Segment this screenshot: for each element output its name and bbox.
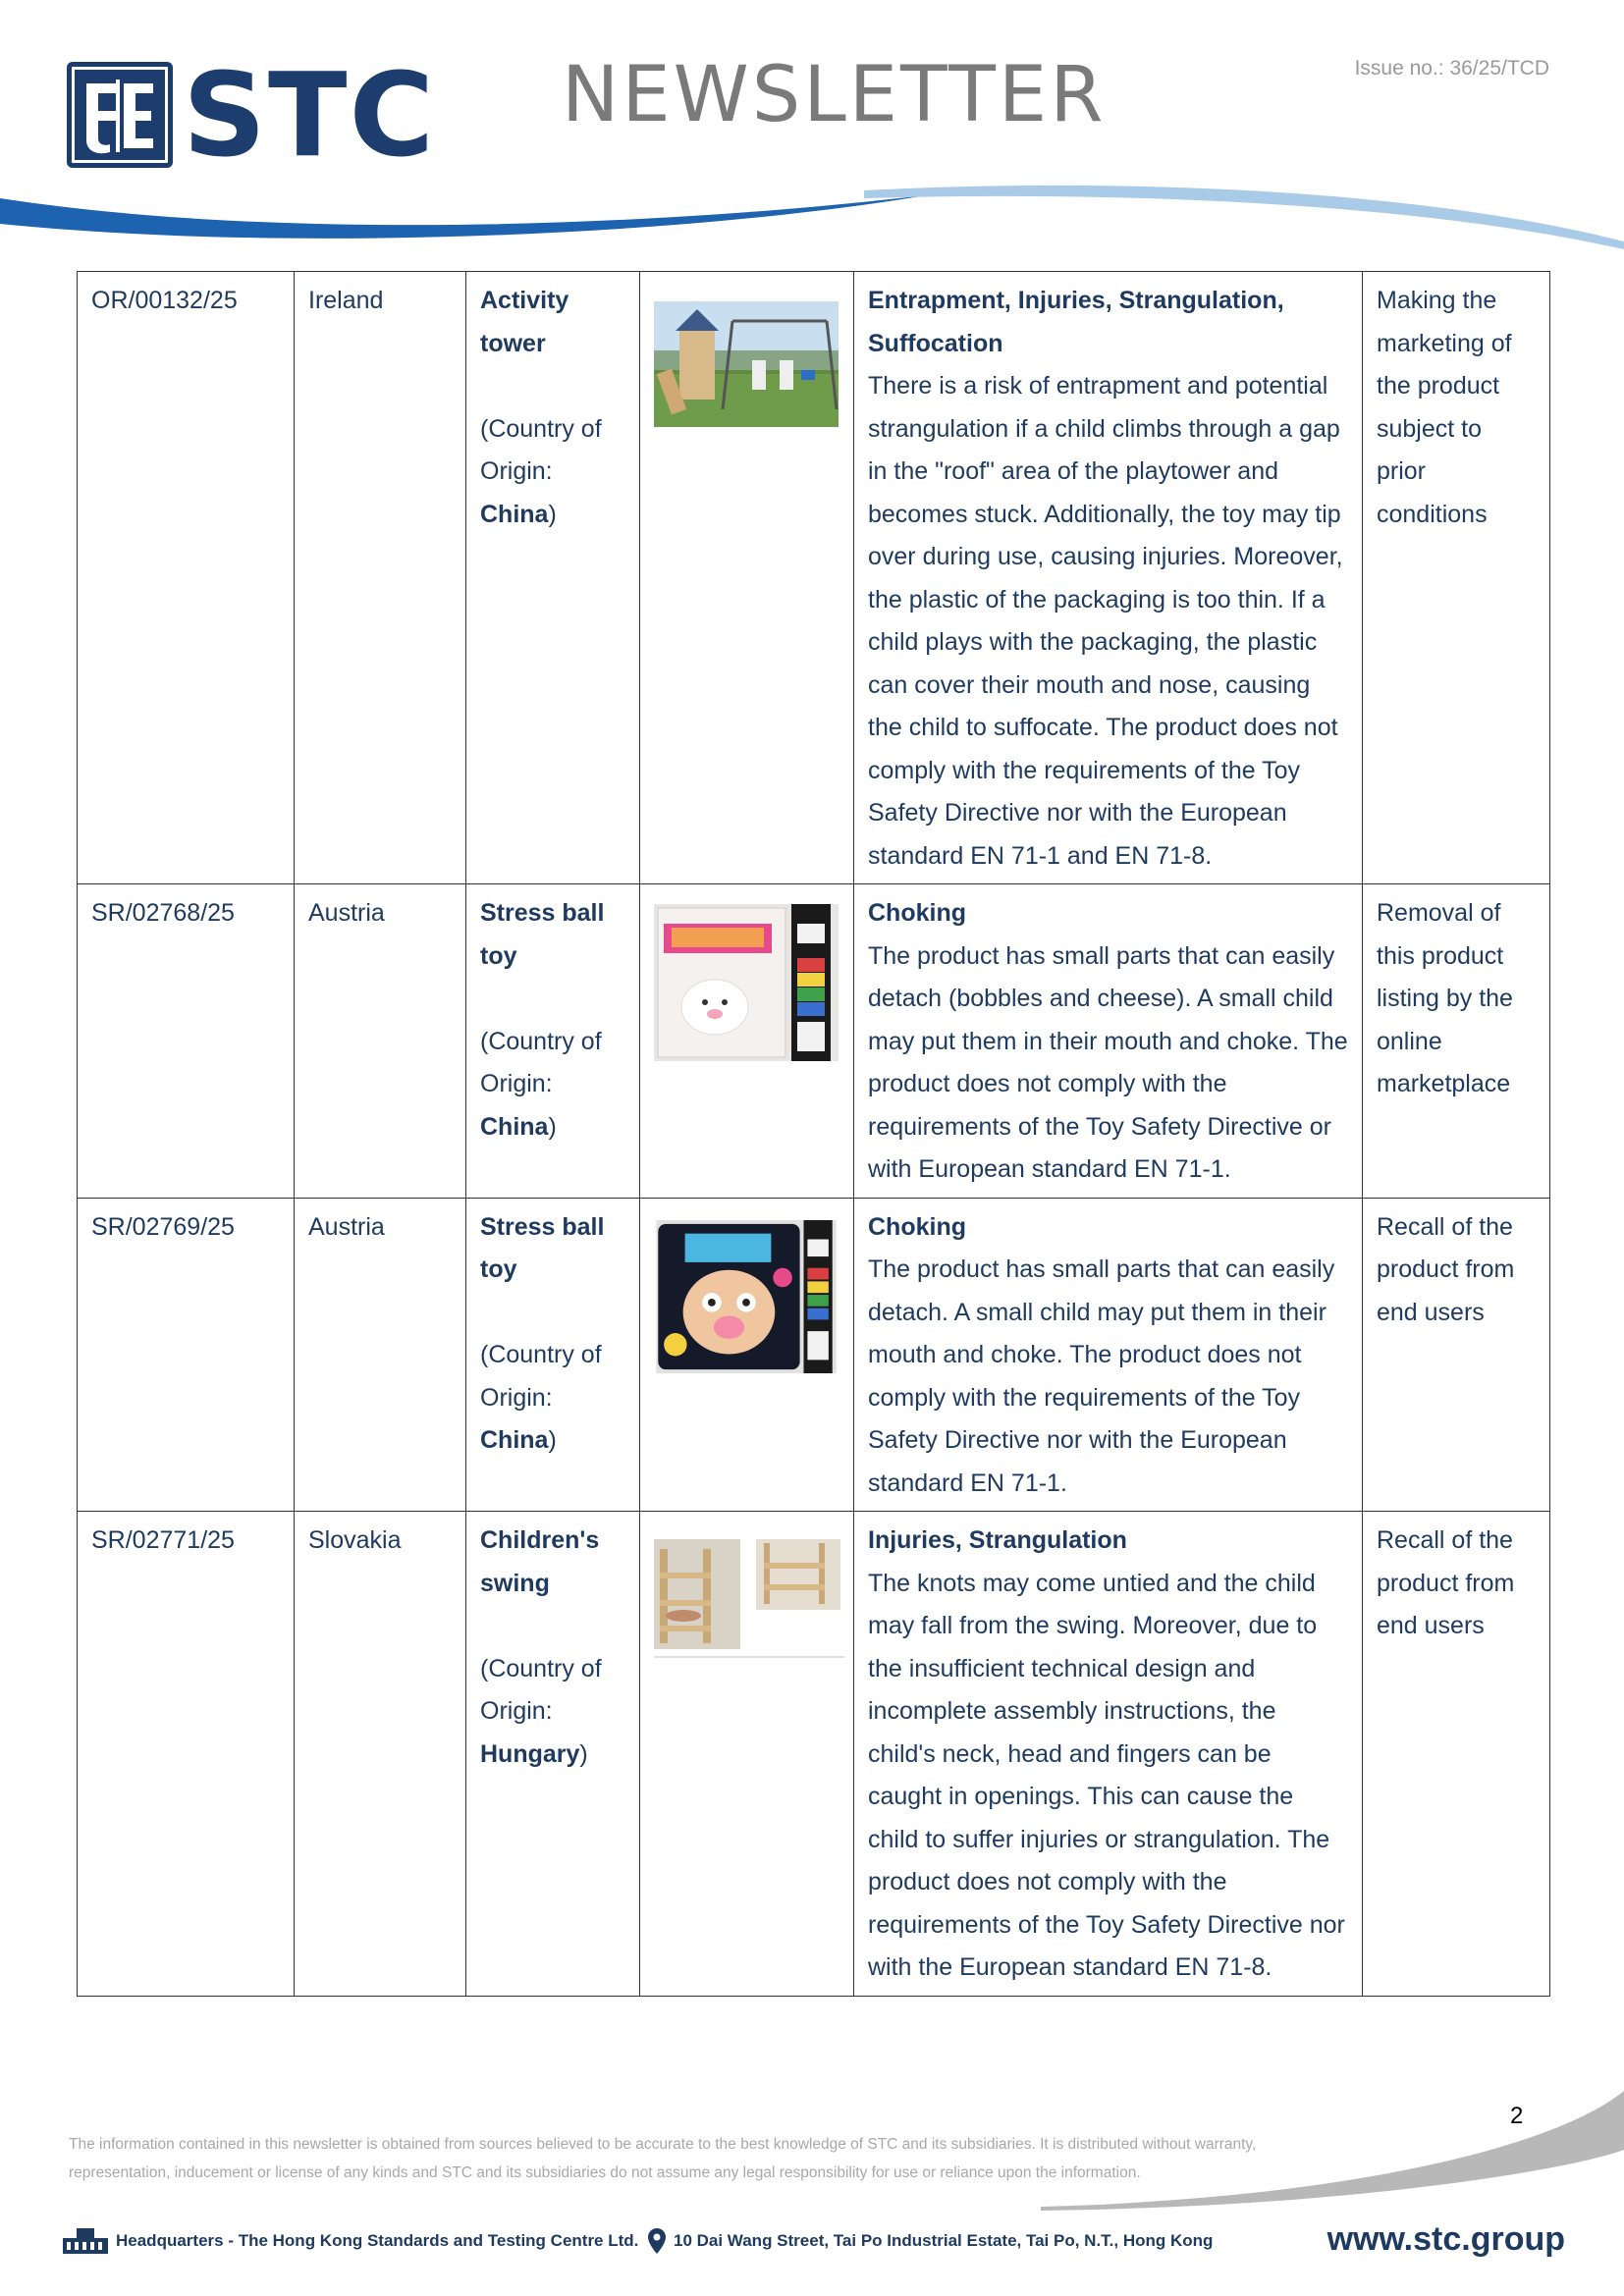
stc-logo-mark <box>67 62 173 168</box>
origin-prefix: (Country of Origin: <box>480 1654 602 1725</box>
measures-taken: Recall of the product from end users <box>1363 1512 1550 1997</box>
address-label: 10 Dai Wang Street, Tai Po Industrial Estate, Tai Po, N.T., Hong Kong <box>674 2231 1214 2250</box>
header-swoosh <box>0 185 1624 253</box>
risk-description: The product has small parts that can easily detach. A small child may put them in their mouth and choke. The product does not comply with the requirements of the Toy Safety Directive nor with the European standard EN 71-1. <box>868 1255 1335 1497</box>
stc-monogram-icon <box>81 74 159 156</box>
origin-suffix: ) <box>548 1426 557 1454</box>
product-name: Children's swing <box>480 1526 600 1597</box>
origin-country: China <box>480 1112 549 1141</box>
wooden-swing-photo-icon <box>654 1539 844 1661</box>
table-row <box>78 1198 1550 1512</box>
product-image-cell <box>640 1512 854 1997</box>
risk-description: There is a risk of entrapment and potential strangulation if a child climbs through a gap in the "roof" area of the playtower and becomes stuck. Additionally, the toy may tip over during use, causing injuries. Moreover, the plastic of the packaging is too thin. If a child plays with the packaging, the plastic can cover their mouth and nose, causing the child to suffocate. The product does not comply with the requirements of the Toy Safety Directive nor with the European standard EN 71-1 and EN 71-8. <box>868 372 1343 870</box>
product-image-cell <box>640 272 854 884</box>
origin-suffix: ) <box>548 1112 557 1141</box>
address-info <box>648 2228 1213 2254</box>
stress-ball-photo-icon <box>654 904 839 1061</box>
headquarters-label: Headquarters - The Hong Kong Standards and Testing Centre Ltd. <box>116 2231 639 2250</box>
issue-number: Issue no.: 36/25/TCD <box>1354 57 1549 80</box>
reference-number: SR/02771/25 <box>78 1512 295 1997</box>
reference-number: SR/02768/25 <box>78 884 295 1199</box>
product-cell <box>466 272 640 884</box>
origin-prefix: (Country of Origin: <box>480 414 602 485</box>
page-header <box>0 0 1624 255</box>
stc-logo <box>67 47 437 183</box>
risk-title: Injuries, Strangulation <box>868 1526 1127 1554</box>
product-name: Activity tower <box>480 287 569 357</box>
product-name: Stress ball toy <box>480 1212 605 1283</box>
location-pin-icon <box>648 2228 666 2254</box>
risk-cell <box>854 1512 1363 1997</box>
product-image-cell <box>640 884 854 1199</box>
disclaimer-text: The information contained in this newsletter is obtained from sources believed to be accurate to the best knowledge of STC and its subsidiaries. It is distributed without warranty, representation, inducement or license of any kinds and STC and its subsidiaries do not assume any legal responsibility for use or reliance upon the information. <box>69 2136 1257 2181</box>
risk-title: Entrapment, Injuries, Strangulation, Suffocation <box>868 287 1284 357</box>
logo-wordmark: STC <box>183 47 437 183</box>
origin-suffix: ) <box>548 500 557 528</box>
origin-suffix: ) <box>579 1739 588 1768</box>
origin-prefix: (Country of Origin: <box>480 1341 602 1412</box>
product-name: Stress ball toy <box>480 899 605 970</box>
reference-number: SR/02769/25 <box>78 1198 295 1512</box>
activity-tower-photo-icon <box>654 301 839 427</box>
risk-description: The product has small parts that can easily detach (bobbles and cheese). A small child may put them in their mouth and choke. The product does not comply with the requirements of the Toy Safety Directive or with European standard EN 71-1. <box>868 941 1348 1183</box>
risk-cell <box>854 884 1363 1199</box>
website-link[interactable]: www.stc.group <box>1326 2220 1565 2258</box>
risk-cell <box>854 272 1363 884</box>
product-cell <box>466 884 640 1199</box>
product-cell <box>466 1198 640 1512</box>
notifying-country: Slovakia <box>295 1512 466 1997</box>
origin-country: China <box>480 1426 549 1454</box>
product-image-cell <box>640 1198 854 1512</box>
product-cell <box>466 1512 640 1997</box>
measures-taken: Removal of this product listing by the online marketplace <box>1363 884 1550 1199</box>
newsletter-title: NEWSLETTER <box>562 51 1107 139</box>
notifying-country: Austria <box>295 1198 466 1512</box>
risk-cell <box>854 1198 1363 1512</box>
stress-ball-package-photo-icon <box>654 1220 839 1373</box>
headquarters-info <box>63 2228 638 2254</box>
origin-prefix: (Country of Origin: <box>480 1027 602 1097</box>
notifying-country: Ireland <box>295 272 466 884</box>
risk-title: Choking <box>868 899 966 927</box>
table-row <box>78 884 1550 1199</box>
risk-description: The knots may come untied and the child may fall from the swing. Moreover, due to the insufficient technical design and incomplete assembly instructions, the child's neck, head and fingers can be caught in openings. This can cause the child to suffer injuries or strangulation. The product does not comply with the requirements of the Toy Safety Directive nor with the European standard EN 71-8. <box>868 1569 1345 1981</box>
risk-title: Choking <box>868 1212 966 1241</box>
origin-country: Hungary <box>480 1739 580 1768</box>
building-icon <box>63 2228 108 2254</box>
product-recall-table <box>77 271 1550 1997</box>
measures-taken: Recall of the product from end users <box>1363 1198 1550 1512</box>
page-footer <box>63 2220 1565 2260</box>
table-row <box>78 272 1550 884</box>
measures-taken: Making the marketing of the product subject to prior conditions <box>1363 272 1550 884</box>
reference-number: OR/00132/25 <box>78 272 295 884</box>
table-row <box>78 1512 1550 1997</box>
notifying-country: Austria <box>295 884 466 1199</box>
page-number: 2 <box>1510 2103 1524 2129</box>
origin-country: China <box>480 500 549 528</box>
